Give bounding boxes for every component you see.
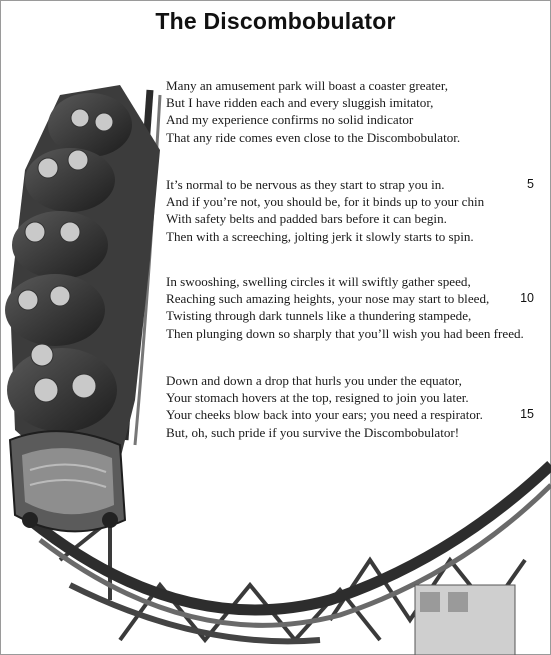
coaster-train (5, 85, 160, 531)
poem-line: It’s normal to be nervous as they start to strap you in. (166, 177, 445, 192)
poem-line: Down and down a drop that hurls you under the equator, (166, 373, 462, 388)
line-number: 10 (520, 291, 534, 306)
poem-line: Your stomach hovers at the top, resigned to join you later. (166, 390, 469, 406)
poem-line: Many an amusement park will boast a coaster greater, (166, 78, 448, 93)
line-number: 5 (527, 177, 534, 191)
poem-line: Reaching such amazing heights, your nose may start to bleed, (166, 291, 490, 307)
poem-title: The Discombobulator (155, 8, 396, 34)
poem-line: Then plunging down so sharply that you’ll wish you had been freed. (166, 325, 524, 341)
stanza-2 (166, 176, 546, 245)
stanza-1 (166, 77, 546, 146)
poem-line: With safety belts and padded bars before it can begin. (166, 211, 447, 227)
stanza-4 (166, 372, 546, 441)
poem-line: Twisting through dark tunnels like a thundering stampede, (166, 308, 472, 324)
line-number: 15 (520, 407, 534, 422)
poem-line: That any ride comes even close to the Discombobulator. (166, 129, 461, 145)
stanza-3 (166, 273, 546, 342)
poem-line: In swooshing, swelling circles it will swiftly gather speed, (166, 274, 471, 289)
poem-line: And if you’re not, you should be, for it binds up to your chin (166, 194, 485, 210)
poem-line: Then with a screeching, jolting jerk it slowly starts to spin. (166, 228, 474, 244)
poem-line: Your cheeks blow back into your ears; you need a respirator. (166, 407, 483, 423)
poem-line: And my experience confirms no solid indicator (166, 112, 414, 128)
poem-line: But, oh, such pride if you survive the Discombobulator! (166, 424, 460, 440)
poem-line: But I have ridden each and every sluggish imitator, (166, 95, 434, 111)
